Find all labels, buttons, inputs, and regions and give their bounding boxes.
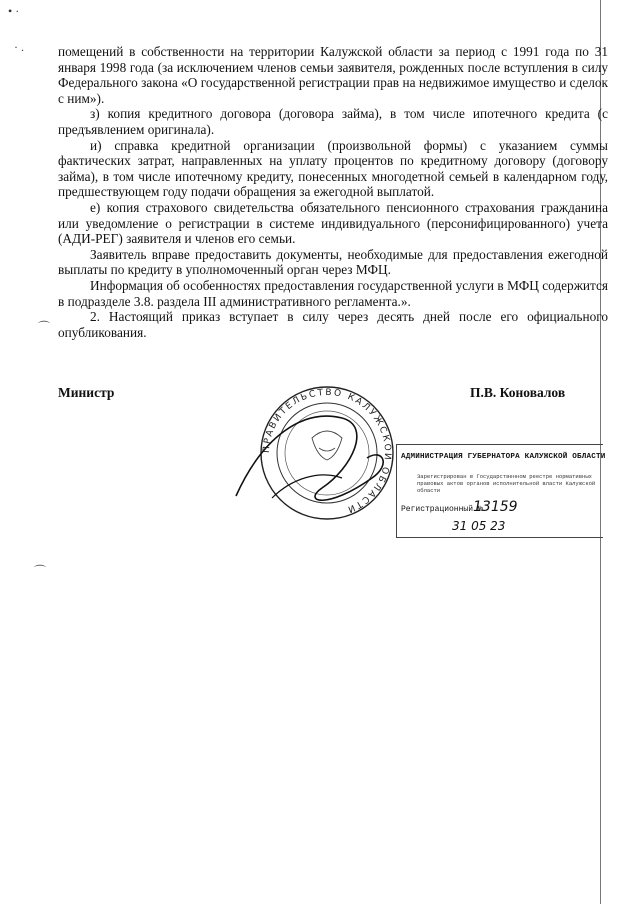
scan-mark: ⌒ bbox=[38, 320, 51, 334]
paragraph: 2. Настоящий приказ вступает в силу через десять дней после его официального опубликования. bbox=[58, 309, 608, 340]
body-text bbox=[58, 44, 608, 340]
signer-name: П.В. Коновалов bbox=[470, 385, 566, 400]
stamp-reg-number: 13159 bbox=[473, 499, 518, 515]
signer-title: Министр bbox=[58, 385, 115, 400]
registration-stamp bbox=[396, 444, 606, 538]
seal-text: ПРАВИТЕЛЬСТВО КАЛУЖСКОЙ ОБЛАСТИ bbox=[261, 387, 393, 515]
scan-mark: ⌒ bbox=[34, 564, 47, 578]
paragraph: е) копия страхового свидетельства обязательного пенсионного страхования гражданина или уведомление о регистрации в системе индивидуального (персонифицированного) учета (АДИ-РЕГ) заявителя и членов его семьи. bbox=[58, 199, 608, 247]
paragraph: и) справка кредитной организации (произвольной формы) с указанием суммы фактических затрат, направленных на уплату процентов по кредитному договору (договору займа), в том числе ипотечному кредиту, понесенных многодетной семьей в календарном году, предшествующем году подачи обращения за ежегодной выплатой. bbox=[58, 137, 608, 200]
official-seal bbox=[232, 378, 422, 528]
scan-mark: • · bbox=[8, 4, 20, 18]
stamp-reg-label: Регистрационный № bbox=[401, 505, 483, 514]
paragraph: Информация об особенностях предоставления государственной услуги в МФЦ содержится в подразделе 3.8. раздела III административного регламента.». bbox=[58, 277, 608, 309]
stamp-date: 31 05 23 bbox=[452, 519, 506, 533]
paragraph: Заявитель вправе предоставить документы, необходимые для предоставления ежегодной выплаты по кредиту в уполномоченный орган через МФЦ. bbox=[58, 246, 608, 278]
scan-mark: · . bbox=[14, 40, 24, 54]
paragraph: з) копия кредитного договора (договора займа), в том числе ипотечного кредита (с предъявлением оригинала). bbox=[58, 106, 608, 137]
stamp-note: Зарегистрирован в Государственном реестре нормативных правовых актов органов исполнительной власти Калужской области bbox=[417, 473, 596, 494]
paragraph: помещений в собственности на территории Калужской области за период с 1991 года по 31 января 1998 года (за исключением членов семьи заявителя, рожденных после вступления в силу Федерального закона «О государственной регистрации прав на недвижимое имущество и сделок с ним»). bbox=[58, 44, 608, 106]
stamp-org: АДМИНИСТРАЦИЯ ГУБЕРНАТОРА КАЛУЖСКОЙ ОБЛАСТИ bbox=[401, 453, 606, 461]
